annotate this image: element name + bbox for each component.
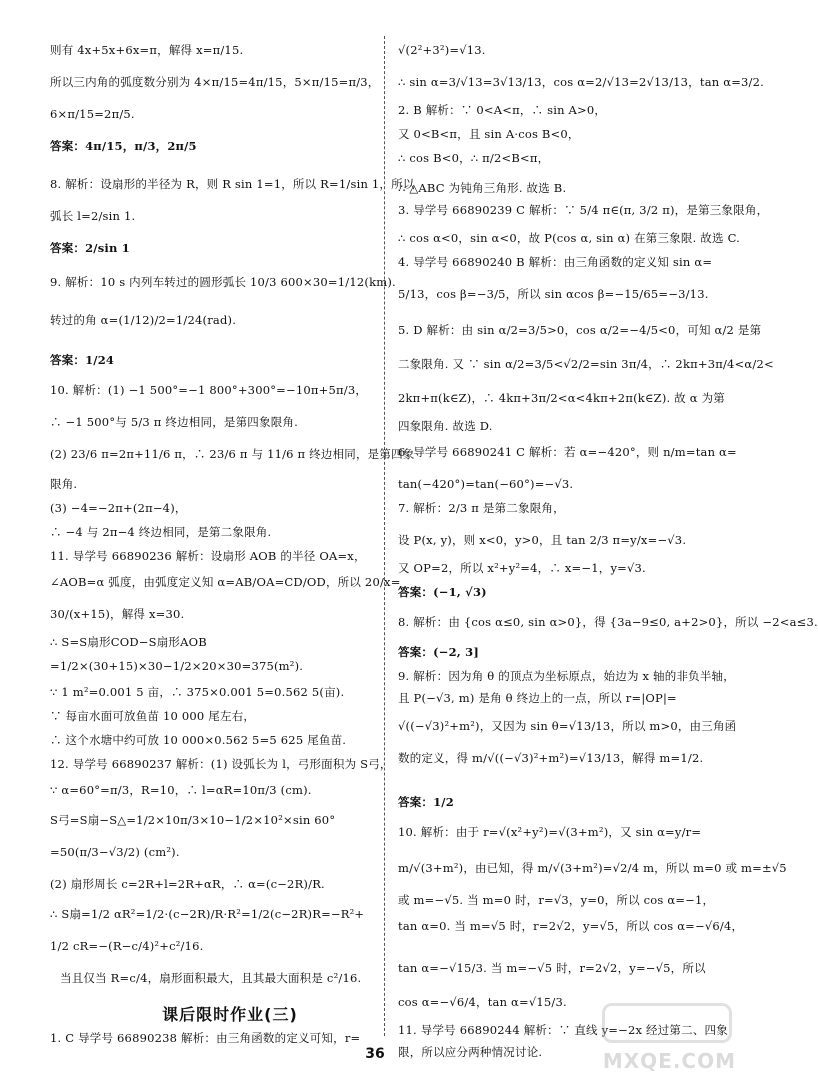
right_column-line: √((−√3)²+m²)，又因为 sin θ=√13/13，所以 m>0，由三角函 [398,719,737,733]
left_column-line: ∴ −1 500°与 5/3 π 终边相同，是第四象限角. [50,415,298,429]
left_column-line: 1/2 cR=−(R−c/4)²+c²/16. [50,939,204,953]
left_column-line: 30/(x+15)，解得 x=30. [50,607,185,621]
left_column-line: 当且仅当 R=c/4，扇形面积最大，且其最大面积是 c²/16. [60,971,362,985]
left_column-line: ∴ S扇=1/2 αR²=1/2·(c−2R)/R·R²=1/2(c−2R)R=−R²+ [50,907,365,921]
left_column-line: =50(π/3−√3/2) (cm²). [50,845,180,859]
left_column-line: 则有 4x+5x+6x=π，解得 x=π/15. [50,43,244,57]
watermark-logo [592,1003,742,1075]
right_column-line: tan α=0. 当 m=√5 时，r=2√2，y=√5，所以 cos α=−√6/4， [398,919,744,933]
left_column-line: ∵ 1 m²=0.001 5 亩，∴ 375×0.001 5=0.562 5(亩). [50,685,345,699]
right_column-line: 5. D 解析：由 sin α/2=3/5>0，cos α/2=−4/5<0，可知 α/2 是第 [398,323,762,337]
right_column-line: ∴ cos B<0，∴ π/2<B<π， [398,151,550,165]
left_column-line: 答案：1/24 [50,353,115,367]
right_column-line: 3. 导学号 66890239 C 解析：∵ 5/4 π∈(π, 3/2 π)，是第三象限角， [398,203,769,217]
right_column-line: 又 0<B<π，且 sin A·cos B<0， [398,127,580,141]
right_column-line: 设 P(x, y)，则 x<0，y>0，且 tan 2/3 π=y/x=−√3. [398,533,687,547]
left_column-line: ∴ −4 与 2π−4 终边相同，是第二象限角. [50,525,272,539]
watermark-text: MXQE.COM [602,1049,736,1073]
right_column-line: √(2²+3²)=√13. [398,43,486,57]
right_column-line: 10. 解析：由于 r=√(x²+y²)=√(3+m²)，又 sin α=y/r= [398,825,702,839]
right_column-line: 8. 解析：由 {cos α≤0, sin α>0}，得 {3a−9≤0, a+2>0}，所以 −2<a≤3. [398,615,818,629]
right_column-line: 又 OP=2，所以 x²+y²=4，∴ x=−1，y=√3. [398,561,646,575]
left_column-line: ∴ 这个水塘中约可放 10 000×0.562 5=5 625 尾鱼苗. [50,733,347,747]
right_column-line: 四象限角. 故选 D. [398,419,493,433]
left_column-line: 1. C 导学号 66890238 解析：由三角函数的定义可知，r= [50,1031,361,1045]
left_column-line: S弓=S扇−S△=1/2×10π/3×10−1/2×10²×sin 60° [50,813,336,827]
left_column-line: (2) 23/6 π=2π+11/6 π，∴ 23/6 π 与 11/6 π 终边相同，是第四象 [50,447,415,461]
right_column-line: 或 m=−√5. 当 m=0 时，r=√3，y=0，所以 cos α=−1， [398,893,715,907]
left_column-line: 6×π/15=2π/5. [50,107,135,121]
right_column-line: cos α=−√6/4，tan α=√15/3. [398,995,567,1009]
left_column-line: 9. 解析：10 s 内列车转过的圆形弧长 10/3 600×30=1/12(km). [50,275,396,289]
left_column-line: 答案：2/sin 1 [50,241,130,255]
right_column-line: ∴ △ABC 为钝角三角形. 故选 B. [398,181,567,195]
right_column-line: ∴ cos α<0，sin α<0，故 P(cos α, sin α) 在第三象限. 故选 C. [398,231,741,245]
left_column-line: ∠AOB=α 弧度，由弧度定义知 α=AB/OA=CD/OD，所以 20/x= [50,575,401,589]
right_column-line: 2. B 解析：∵ 0<A<π，∴ sin A>0， [398,103,607,117]
left_column-line: 限角. [50,477,78,491]
left_column-line: =1/2×(30+15)×30−1/2×20×30=375(m²). [50,659,304,673]
left_column-line: 弧长 l=2/sin 1. [50,209,136,223]
right_column-line: tan(−420°)=tan(−60°)=−√3. [398,477,574,491]
left_column-line: ∵ α=60°=π/3，R=10，∴ l=αR=10π/3 (cm). [50,783,312,797]
right_column-line: 6. 导学号 66890241 C 解析：若 α=−420°，则 n/m=tan α= [398,445,737,459]
section-heading: 课后限时作业(三) [162,1005,298,1024]
right_column-line: 答案：(−1, √3) [398,585,487,599]
right_column-line: 答案：(−2, 3] [398,645,480,659]
left_column-line: 12. 导学号 66890237 解析：(1) 设弧长为 l，弓形面积为 S弓， [50,757,392,771]
right_column-line: 二象限角. 又 ∵ sin α/2=3/5<√2/2=sin 3π/4，∴ 2kπ+3π/4<α/2< [398,357,774,371]
right_column-line: 4. 导学号 66890240 B 解析：由三角函数的定义知 sin α= [398,255,713,269]
left_column-line: 转过的角 α=(1/12)/2=1/24(rad). [50,313,237,327]
right_column-line: 11. 导学号 66890244 解析：∵ 直线 y=−2x 经过第二、四象 [398,1023,728,1037]
right_column-line: m/√(3+m²)，由已知，得 m/√(3+m²)=√2/4 m，所以 m=0 或 m=±√5 [398,861,787,875]
left_column-line: (3) −4=−2π+(2π−4)， [50,501,187,515]
right_column-line: tan α=−√15/3. 当 m=−√5 时，r=2√2，y=−√5，所以 [398,961,706,975]
left_column-line: 10. 解析：(1) −1 500°=−1 800°+300°=−10π+5π/3， [50,383,368,397]
left_column-line: ∴ S=S扇形COD−S扇形AOB [50,635,207,649]
right_column-line: 且 P(−√3, m) 是角 θ 终边上的一点，所以 r=|OP|= [398,691,677,705]
right_column-line: 答案：1/2 [398,795,454,809]
right_column-line: 9. 解析：因为角 θ 的顶点为坐标原点，始边为 x 轴的非负半轴， [398,669,735,683]
watermark-badge-icon [602,1003,732,1043]
left_column-line: 答案：4π/15，π/3，2π/5 [50,139,197,153]
right_column-line: 7. 解析：2/3 π 是第二象限角， [398,501,565,515]
left_column-line: 8. 解析：设扇形的半径为 R，则 R sin 1=1，所以 R=1/sin 1，所以 [50,177,415,191]
page-number: 36 [365,1046,385,1062]
left_column-line: ∵ 每亩水面可放鱼苗 10 000 尾左右， [50,709,256,723]
left_column-line: 所以三内角的弧度数分别为 4×π/15=4π/15，5×π/15=π/3， [50,75,380,89]
right_column-line: 限，所以应分两种情况讨论. [398,1045,543,1059]
right_column-line: 数的定义，得 m/√((−√3)²+m²)=√13/13，解得 m=1/2. [398,751,704,765]
right_column-line: 2kπ+π(k∈Z)，∴ 4kπ+3π/2<α<4kπ+2π(k∈Z). 故 α 为第 [398,391,726,405]
left_column-line: 11. 导学号 66890236 解析：设扇形 AOB 的半径 OA=x， [50,549,366,563]
right_column-line: ∴ sin α=3/√13=3√13/13，cos α=2/√13=2√13/13，tan α=3/2. [398,75,764,89]
left_column-line: (2) 扇形周长 c=2R+l=2R+αR，∴ α=(c−2R)/R. [50,877,325,891]
right_column-line: 5/13，cos β=−3/5，所以 sin αcos β=−15/65=−3/13. [398,287,709,301]
